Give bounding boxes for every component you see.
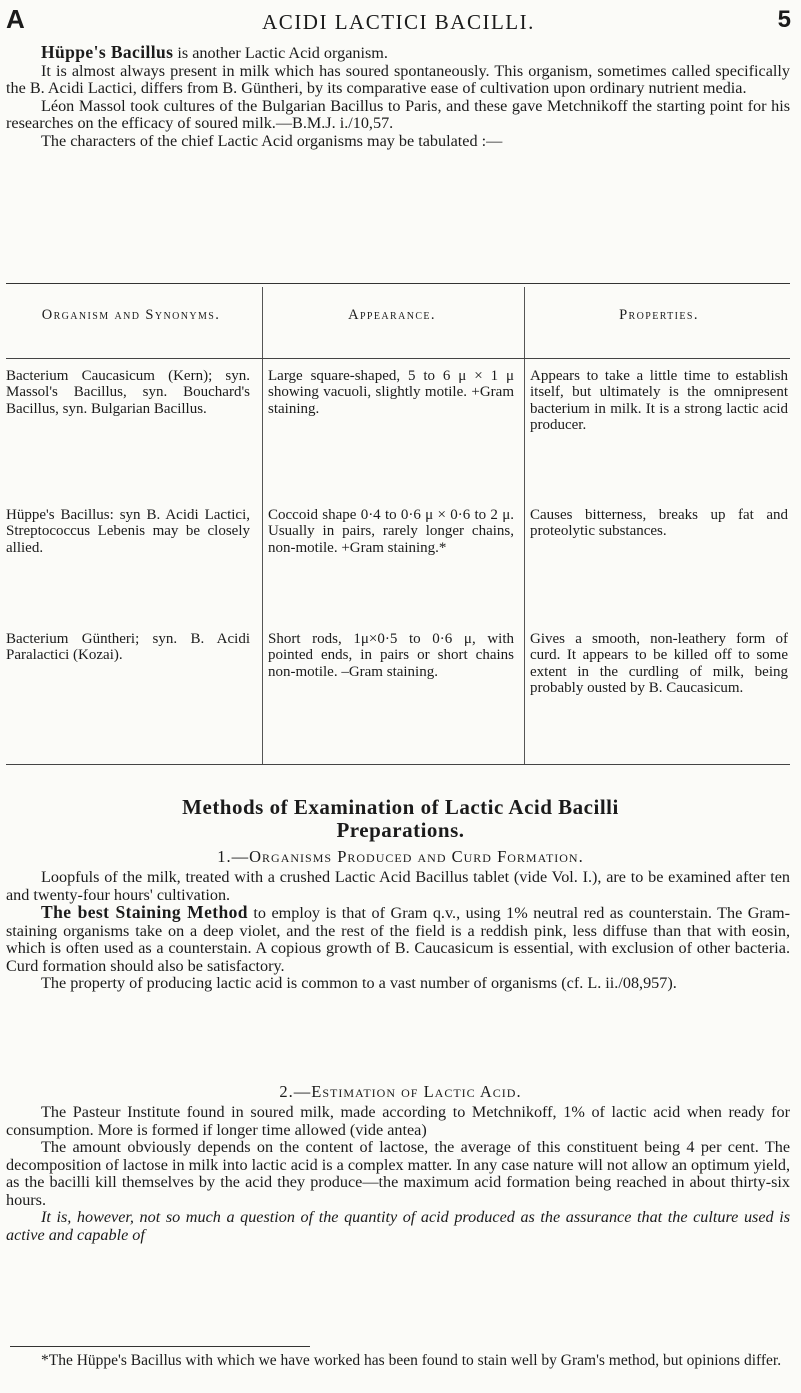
footnote-text: *The Hüppe's Bacillus with which we have worked has been found to stain well by Gram's method, but opinions differ.	[41, 1352, 782, 1369]
section1-heading: 1.—Organisms Produced and Curd Formation.	[217, 847, 584, 866]
organisms-table	[6, 287, 790, 765]
section2-paragraph-1: The Pasteur Institute found in soured milk, made according to Metchnikoff, 1% of lactic acid when ready for consumption. More is formed if longer time allowed (vide antea)	[6, 1103, 790, 1139]
row3-properties: Gives a smooth, non-leathery form of curd. It appears to be killed off to some extent in the curdling of milk, being probably ousted by B. Caucasicum.	[530, 631, 788, 696]
table-top-rule	[6, 283, 790, 284]
header-appearance: Appearance.	[348, 306, 436, 323]
section1-paragraph-1: Loopfuls of the milk, treated with a crushed Lactic Acid Bacillus tablet (vide Vol. I.), are to be examined after ten and twenty-four hours' cultivation.	[6, 868, 790, 904]
page-number: 5	[777, 6, 791, 33]
section-letter: A	[6, 4, 25, 34]
intro-paragraph-3: Léon Massol took cultures of the Bulgarian Bacillus to Paris, and these gave Metchnikoff the starting point for his researches on the efficacy of soured milk.—B.M.J. i./10,57.	[6, 96, 790, 132]
section2-body	[6, 1104, 790, 1244]
section2-paragraph-2: The amount obviously depends on the content of lactose, the average of this constituent being 4 per cent. The decomposition of lactose in milk into lactic acid is a complex matter. In any case nature will not allow an optimum yield, as the bacilli kill themselves by the acid they produce—the maximum acid formation being reached in about thirty-six hours.	[6, 1138, 790, 1209]
header-organism: Organism and Synonyms.	[41, 306, 221, 323]
huppe-heading: Hüppe's Bacillus	[41, 42, 174, 62]
row2-properties: Causes bitterness, breaks up fat and proteolytic substances.	[530, 507, 788, 540]
section2-heading: 2.—Estimation of Lactic Acid.	[279, 1082, 522, 1101]
intro-paragraph-4: The characters of the chief Lactic Acid organisms may be tabulated :—	[41, 131, 503, 150]
running-title: ACIDI LACTICI BACILLI.	[262, 10, 535, 34]
row2-organism: Hüppe's Bacillus: syn B. Acidi Lactici, Streptococcus Lebenis may be closely allied.	[6, 507, 250, 556]
row1-appearance: Large square-shaped, 5 to 6 μ × 1 μ showing vacuoli, slightly motile. +Gram staining.	[268, 368, 514, 417]
row3-organism: Bacterium Güntheri; syn. B. Acidi Paralactici (Kozai).	[6, 631, 250, 664]
methods-subtitle: Preparations.	[336, 818, 465, 842]
intro-section	[6, 44, 790, 150]
section2-paragraph-3: It is, however, not so much a question of the quantity of acid produced as the assurance that the culture used is active and capable of	[6, 1208, 790, 1244]
methods-title: Methods of Examination of Lactic Acid Bacilli	[182, 795, 619, 819]
intro-paragraph-1-text: is another Lactic Acid organism.	[173, 44, 388, 62]
row2-appearance: Coccoid shape 0·4 to 0·6 μ × 0·6 to 2 μ. Usually in pairs, rarely longer chains, non-motile. +Gram staining.*	[268, 507, 514, 556]
header-rule	[6, 358, 790, 359]
row1-properties: Appears to take a little time to establish itself, but ultimately is the omnipresent bacterium in milk. It is a strong lactic acid producer.	[530, 368, 788, 433]
intro-paragraph-2: It is almost always present in milk which has soured spontaneously. This organism, sometimes called specifically the B. Acidi Lactici, differs from B. Güntheri, by its comparative ease of cultivation upon ordinary nutrient media.	[6, 61, 790, 97]
header-properties: Properties.	[619, 306, 699, 323]
section1-paragraph-2-text: to employ is that of Gram q.v., using 1% neutral red as counterstain. The Gram-staining organisms take on a deep violet, and the rest of the field is a reddish pink, less diffuse than that with eosin, which is often used as a counterstain. A copious growth of B. Caucasicum is essential, with exclusion of other bacteria. Curd formation should also be satisfactory.	[6, 904, 790, 975]
row1-organism: Bacterium Caucasicum (Kern); syn. Massol's Bacillus, syn. Bouchard's Bacillus, syn. Bulgarian Bacillus.	[6, 368, 250, 417]
footnote-rule	[10, 1346, 310, 1347]
intro-paragraph-1	[6, 44, 790, 63]
row3-appearance: Short rods, 1μ×0·5 to 0·6 μ, with pointed ends, in pairs or short chains non-motile. –Gram staining.	[268, 631, 514, 680]
section1-paragraph-2	[6, 904, 790, 975]
section1-paragraph-3: The property of producing lactic acid is common to a vast number of organisms (cf. L. ii./08,957).	[41, 974, 677, 992]
staining-method-heading: The best Staining Method	[41, 902, 248, 922]
footnote	[6, 1352, 790, 1370]
table-bottom-rule	[6, 764, 790, 765]
section1-body	[6, 869, 790, 993]
running-head	[6, 4, 791, 34]
